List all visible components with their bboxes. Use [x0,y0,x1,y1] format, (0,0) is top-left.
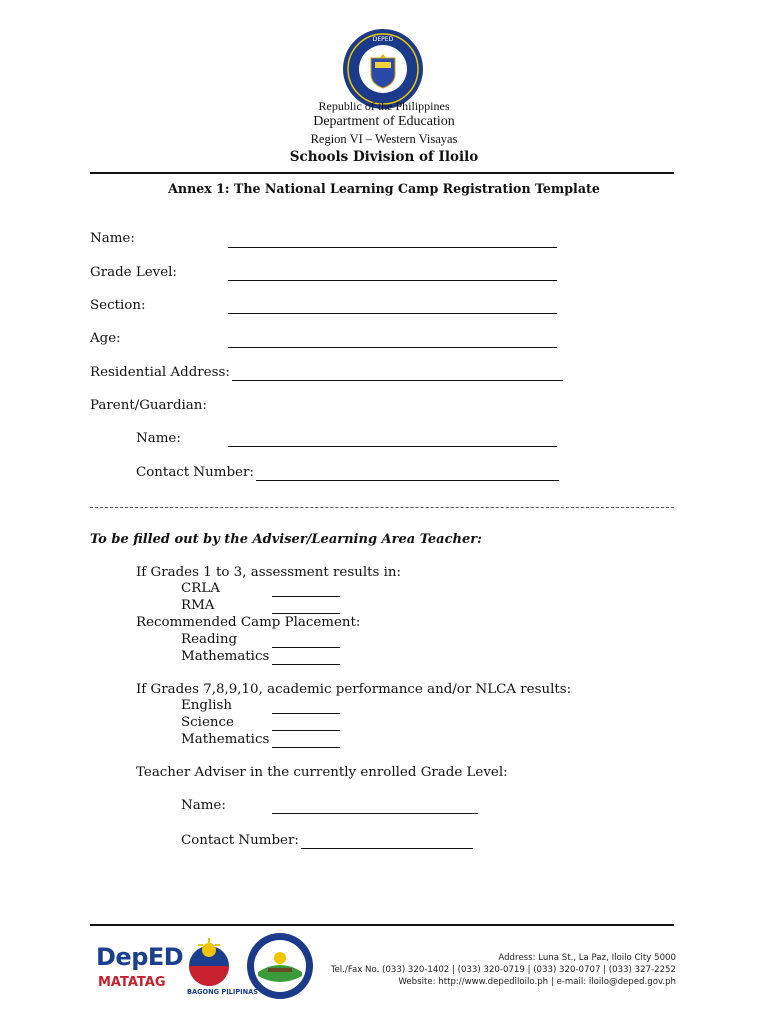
science-field[interactable] [272,718,340,731]
footer-divider [90,924,674,926]
reading-field[interactable] [272,635,340,648]
footer-website: Website: http://www.depediloilo.ph | e-mail: iloilo@deped.gov.ph [398,977,676,987]
division-line: Schools Division of Iloilo [289,149,479,165]
placement-label: Recommended Camp Placement: [136,615,361,630]
section-field[interactable] [228,301,557,314]
parent-contact-field[interactable] [256,468,559,481]
deped-logo: DepED [96,943,184,971]
grade-level-field[interactable] [228,268,557,281]
republic-line: Republic of the Philippines [318,99,450,113]
form-title: Annex 1: The National Learning Camp Registration Template [168,181,600,196]
parent-name-field[interactable] [228,434,557,447]
mathematics-placement-label: Mathematics [181,649,270,664]
footer-address: Address: Luna St., La Paz, Iloilo City 5000 [498,953,676,963]
parent-name-label: Name: [136,431,181,446]
adviser-name-label: Name: [181,798,226,813]
section-label: Section: [90,298,146,313]
residential-address-label: Residential Address: [90,365,230,380]
grade-level-label: Grade Level: [90,265,177,280]
name-label: Name: [90,231,135,246]
rma-label: RMA [181,598,215,613]
header-divider [90,172,674,174]
deped-seal-icon [342,28,424,110]
teacher-adviser-label: Teacher Adviser in the currently enrolled Grade Level: [136,765,508,780]
reading-label: Reading [181,632,238,647]
science-label: Science [181,715,234,730]
crla-label: CRLA [181,581,220,596]
rma-field[interactable] [272,601,340,614]
age-field[interactable] [228,335,557,348]
footer-telfax: Tel./Fax No. (033) 320-1402 | (033) 320-0719 | (033) 320-0707 | (033) 327-2252 [330,965,676,975]
grades-1-3-label: If Grades 1 to 3, assessment results in: [136,565,402,580]
bagong-pilipinas-label: BAGONG PILIPINAS [187,988,258,996]
grades-7-10-label: If Grades 7,8,9,10, academic performance and/or NLCA results: [136,682,572,697]
parent-contact-label: Contact Number: [136,465,254,480]
adviser-heading: To be filled out by the Adviser/Learning Area Teacher: [90,532,482,547]
division-seal-icon [246,932,314,1000]
english-label: English [181,698,233,713]
parent-guardian-label: Parent/Guardian: [90,398,207,413]
residential-address-field[interactable] [232,368,563,381]
svg-text:DEPED: DEPED [372,36,394,43]
adviser-contact-field[interactable] [301,836,473,849]
age-label: Age: [90,331,121,346]
adviser-name-field[interactable] [272,801,478,814]
mathematics-results-field[interactable] [272,735,340,748]
matatag-logo: MATATAG [98,975,166,990]
mathematics-placement-field[interactable] [272,652,340,665]
mathematics-results-label: Mathematics [181,732,270,747]
cut-line [90,507,674,508]
bagong-pilipinas-icon [178,936,240,988]
department-line: Department of Education [313,114,455,129]
crla-field[interactable] [272,584,340,597]
english-field[interactable] [272,701,340,714]
region-line: Region VI – Western Visayas [310,132,458,146]
name-field[interactable] [228,235,557,248]
adviser-contact-label: Contact Number: [181,833,299,848]
